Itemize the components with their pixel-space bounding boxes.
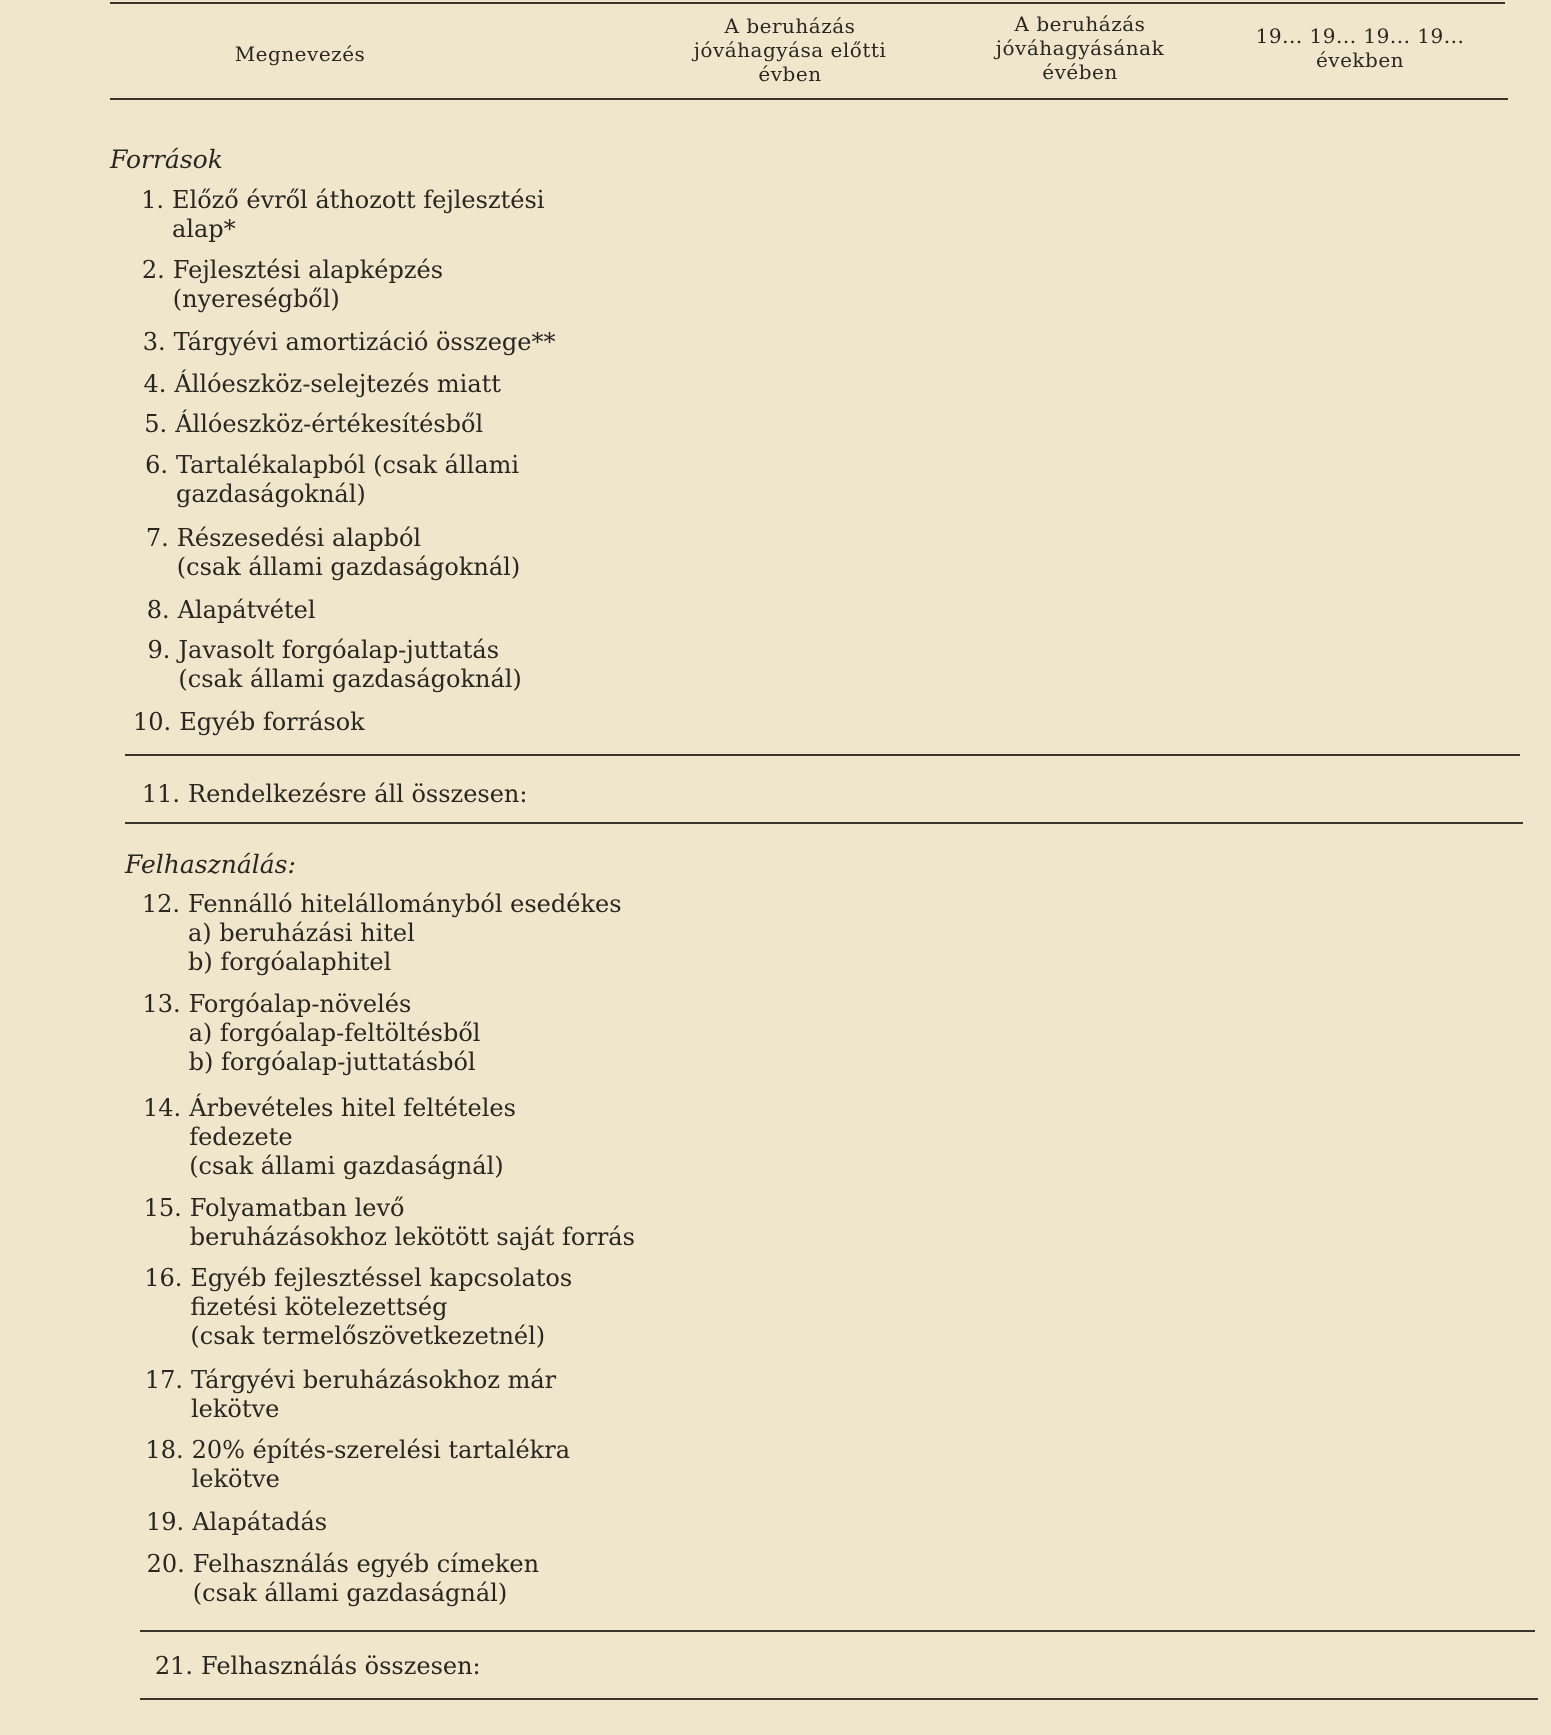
item-label-line: Részesedési alapból [176, 524, 422, 552]
item-label-line: Tárgyévi amortizáció összege** [173, 328, 556, 356]
list-item [146, 1508, 328, 1537]
list-item [143, 370, 501, 399]
usage-sum-rule [140, 1630, 1535, 1632]
sources-total-row [141, 780, 528, 809]
list-item [142, 990, 481, 1077]
item-number: 6. [145, 451, 168, 479]
list-item [147, 636, 522, 694]
item-number: 17. [144, 1366, 183, 1394]
item-number: 4. [143, 370, 167, 398]
section-title-sources: Források [110, 145, 223, 174]
list-item [144, 1366, 557, 1424]
item-label-line: (csak állami gazdaságnál) [189, 1152, 504, 1180]
item-label-line: Felhasználás egyéb címeken [192, 1550, 540, 1578]
item-label [192, 1508, 327, 1537]
list-item [146, 1550, 540, 1608]
item-number: 10. [133, 708, 172, 736]
item-label-line: fedezete [189, 1123, 293, 1151]
item-number: 9. [147, 636, 171, 664]
item-label [178, 596, 316, 625]
item-number: 14. [143, 1094, 182, 1122]
sources-total-label: Rendelkezésre áll összesen: [188, 780, 528, 808]
header-col-years: 19... 19... 19... 19... években [1255, 24, 1465, 72]
item-label [175, 410, 483, 439]
item-label [193, 1550, 539, 1608]
item-label-line: Alapátadás [192, 1508, 328, 1536]
item-label-line: Állóeszköz-értékesítésből [175, 410, 484, 438]
sources-total-bottom-rule [125, 822, 1523, 824]
item-label-line: Alapátvétel [177, 596, 316, 624]
item-label [176, 451, 519, 509]
header-col-approval: A beruházás jóváhagyásának évében [995, 12, 1165, 84]
item-label-line: a) forgóalap-feltöltésből [188, 1019, 481, 1047]
item-label-line: (csak termelőszövetkezetnél) [190, 1322, 546, 1350]
item-label-line: Javasolt forgóalap-juttatás [178, 636, 500, 664]
item-label-line: Tárgyévi beruházásokhoz már [191, 1366, 557, 1394]
list-item [145, 1436, 571, 1494]
item-label-line: Egyéb források [179, 708, 365, 736]
usage-total-num: 21. [154, 1652, 193, 1680]
header-col-name: Megnevezés [234, 42, 366, 66]
usage-total-bottom-rule [140, 1698, 1538, 1700]
item-number: 20. [146, 1550, 185, 1578]
item-label [189, 990, 481, 1077]
item-label [190, 1264, 572, 1351]
item-label-line: fizetési kötelezettség [190, 1293, 448, 1321]
item-number: 8. [146, 596, 170, 624]
usage-total-row [154, 1652, 481, 1681]
item-label-line: Árbevételes hitel feltételes [189, 1094, 516, 1122]
item-label-line: b) forgóalaphitel [188, 948, 392, 976]
item-label [178, 636, 521, 694]
item-label-line: Egyéb fejlesztéssel kapcsolatos [190, 1264, 573, 1292]
item-label-line: alap* [172, 215, 236, 243]
item-label [174, 370, 501, 399]
item-label-line: Forgóalap-növelés [188, 990, 412, 1018]
section-title-usage: Felhasználás: [125, 850, 296, 879]
item-label-line: b) forgóalap-juttatásból [188, 1048, 476, 1076]
list-item [143, 1194, 635, 1252]
list-item [143, 1094, 516, 1181]
item-label-line: lekötve [191, 1465, 280, 1493]
item-label [190, 1194, 635, 1252]
list-item [142, 328, 556, 357]
header-bottom-rule [110, 98, 1508, 100]
item-label-line: Tartalékalapból (csak állami [176, 451, 520, 479]
item-label [177, 524, 520, 582]
list-item [144, 1264, 573, 1351]
item-number: 7. [145, 524, 169, 552]
usage-total-label: Felhasználás összesen: [201, 1652, 481, 1680]
item-number: 12. [141, 890, 180, 918]
top-rule [110, 2, 1505, 4]
item-label [191, 1366, 556, 1424]
item-label-line: lekötve [191, 1395, 280, 1423]
item-number: 19. [146, 1508, 185, 1536]
list-item [141, 186, 545, 244]
sources-sum-rule [125, 754, 1520, 756]
item-label [192, 1436, 570, 1494]
item-label-line: 20% építés-szerelési tartalékra [191, 1436, 571, 1464]
item-label [172, 186, 544, 244]
list-item [144, 410, 484, 439]
sources-total-num: 11. [141, 780, 180, 808]
list-item [146, 596, 316, 625]
header-col-before: A beruházás jóváhagyása előtti évben [693, 14, 887, 86]
item-number: 2. [141, 256, 165, 284]
item-label-line: (csak állami gazdaságoknál) [176, 553, 521, 581]
item-label-line: (csak állami gazdaságnál) [192, 1579, 508, 1607]
item-label-line: Folyamatban levő [189, 1194, 405, 1222]
item-label-line: Fennálló hitelállományból esedékes [188, 890, 622, 918]
item-number: 13. [142, 990, 181, 1018]
item-label [179, 708, 365, 737]
item-label [188, 890, 622, 977]
item-number: 5. [144, 410, 168, 438]
item-label [173, 256, 443, 314]
item-label [189, 1094, 516, 1181]
item-label [174, 328, 556, 357]
list-item [145, 451, 520, 509]
list-item [133, 708, 365, 737]
list-item [141, 256, 444, 314]
item-number: 15. [143, 1194, 182, 1222]
list-item [141, 890, 622, 977]
item-number: 1. [141, 186, 164, 214]
item-label-line: Fejlesztési alapképzés [172, 256, 444, 284]
item-label-line: Állóeszköz-selejtezés miatt [174, 370, 501, 398]
list-item [145, 524, 521, 582]
item-number: 3. [142, 328, 166, 356]
item-number: 16. [144, 1264, 183, 1292]
item-number: 18. [145, 1436, 184, 1464]
item-label-line: beruházásokhoz lekötött saját forrás [189, 1223, 635, 1251]
item-label-line: gazdaságoknál) [176, 480, 366, 508]
item-label-line: a) beruházási hitel [188, 919, 415, 947]
item-label-line: (nyereségből) [172, 285, 340, 313]
item-label-line: (csak állami gazdaságoknál) [178, 665, 522, 693]
item-label-line: Előző évről áthozott fejlesztési [172, 186, 545, 214]
